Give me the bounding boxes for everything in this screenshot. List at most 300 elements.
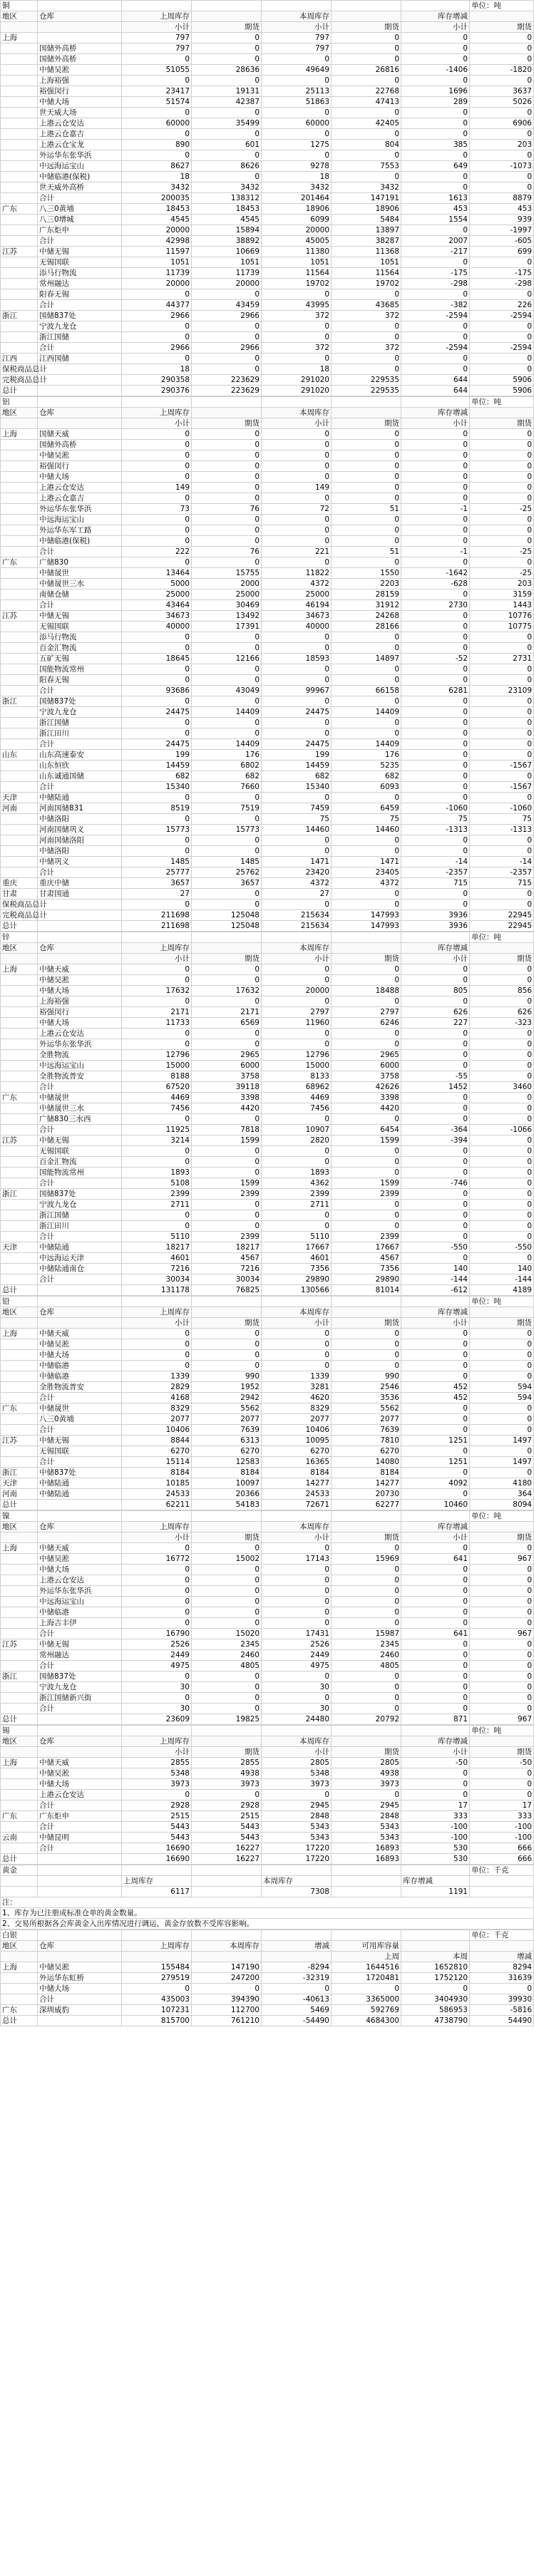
table-row-cell: 0 xyxy=(122,289,192,300)
table-row-cell xyxy=(1,97,38,108)
table-row xyxy=(1,364,534,375)
table-row-cell: 0 xyxy=(122,461,192,472)
table-row-cell xyxy=(1,547,38,557)
table-row-cell: 0 xyxy=(192,472,262,483)
table-row xyxy=(1,300,534,311)
table-row-cell: 3398 xyxy=(332,1093,401,1103)
table-row-cell xyxy=(1,867,38,878)
table-row-cell: 51 xyxy=(332,547,401,557)
table-row-cell: 2730 xyxy=(401,600,470,611)
table-row xyxy=(1,54,534,65)
table-row-cell: 7216 xyxy=(192,1264,262,1274)
table-row-cell: 广东 xyxy=(1,204,38,215)
table-row-cell: 452 xyxy=(401,1393,470,1403)
table-row-cell: 20792 xyxy=(332,1714,401,1725)
section-table xyxy=(0,1296,534,1510)
table-row-cell: 5443 xyxy=(122,1833,192,1843)
table-row-cell: 河南国储831 xyxy=(38,803,122,814)
table-row-cell: 中储无锡 xyxy=(38,1135,122,1146)
table-row-cell: 0 xyxy=(401,632,470,643)
gold-value-cell xyxy=(470,1887,534,1897)
table-row-cell: 0 xyxy=(192,643,262,654)
table-row-cell: 中储陆通 xyxy=(38,793,122,803)
table-row-cell: 中储晟世 xyxy=(38,568,122,579)
table-row-cell xyxy=(1,193,38,204)
table-row-cell: 25000 xyxy=(262,589,332,600)
table-row-cell: 0 xyxy=(470,429,534,440)
subheader-row-cell: 期货 xyxy=(332,954,401,964)
table-row-cell: 40000 xyxy=(262,622,332,632)
table-row xyxy=(1,1285,534,1296)
table-row-cell: 23609 xyxy=(122,1714,192,1725)
table-row-cell: 0 xyxy=(470,557,534,568)
table-row xyxy=(1,579,534,589)
table-row-cell: 0 xyxy=(401,1425,470,1436)
table-row-cell xyxy=(1,1597,38,1607)
table-row-cell: 八三0增城 xyxy=(38,215,122,225)
table-row-cell: 山东恒欣 xyxy=(38,761,122,771)
table-row-cell: 1275 xyxy=(262,140,332,150)
header-row-cell: 上周库存 xyxy=(122,408,192,418)
table-row xyxy=(1,1146,534,1157)
table-row xyxy=(1,589,534,600)
header-row-cell xyxy=(192,943,262,954)
table-row-cell: 浙江 xyxy=(1,1189,38,1200)
table-row-cell: 967 xyxy=(470,1554,534,1565)
table-row-cell: 19825 xyxy=(192,1714,262,1725)
unit-label: 单位：吨 xyxy=(470,932,534,943)
table-row-cell: 中储大场 xyxy=(38,1779,122,1790)
table-row-cell: 223629 xyxy=(192,375,262,386)
table-row-cell: 0 xyxy=(470,515,534,525)
table-row-cell: 0 xyxy=(192,450,262,461)
table-row-cell: -394 xyxy=(401,1135,470,1146)
table-row-cell xyxy=(1,1361,38,1371)
table-row xyxy=(1,236,534,247)
table-row-cell: 815700 xyxy=(122,2016,192,2026)
table-row-cell: 0 xyxy=(192,889,262,900)
table-row-cell: 5343 xyxy=(332,1833,401,1843)
table-row xyxy=(1,921,534,932)
subheader-row-cell: 小计 xyxy=(262,1532,332,1543)
table-row-cell: 1599 xyxy=(192,1135,262,1146)
table-row-cell xyxy=(1,289,38,300)
table-row-cell: 25777 xyxy=(122,867,192,878)
subheader-row-cell xyxy=(1,418,38,429)
table-row-cell: 0 xyxy=(332,461,401,472)
table-row-cell: 宁波九龙仓 xyxy=(38,321,122,332)
subheader-row-cell: 期货 xyxy=(332,418,401,429)
header-row-cell: 地区 xyxy=(1,1307,38,1318)
table-row-cell xyxy=(38,386,122,396)
table-row-cell: 20000 xyxy=(192,279,262,289)
blank-cell xyxy=(38,1930,122,1941)
table-row-cell: 中储临港 xyxy=(38,1361,122,1371)
blank-cell xyxy=(38,1865,122,1876)
table-row-cell: 外运华东张华浜 xyxy=(38,1039,122,1050)
blank-cell xyxy=(262,1865,332,1876)
table-row-cell: 51863 xyxy=(262,97,332,108)
table-row xyxy=(1,739,534,750)
table-row-cell: 中储天威 xyxy=(38,1543,122,1554)
table-row-cell: 0 xyxy=(470,718,534,728)
unit-label: 单位：吨 xyxy=(470,1,534,11)
table-row-cell: 0 xyxy=(122,1339,192,1350)
header-row-cell xyxy=(332,1736,401,1747)
table-row-cell: 0 xyxy=(192,76,262,86)
table-row-cell: 0 xyxy=(262,1329,332,1339)
table-row-cell: -1066 xyxy=(470,1125,534,1135)
header-row-cell xyxy=(192,1736,262,1747)
table-row-cell: 总计 xyxy=(1,386,38,396)
table-row-cell: 0 xyxy=(122,1597,192,1607)
table-row-cell: 0 xyxy=(332,172,401,182)
table-row-cell: 合计 xyxy=(38,739,122,750)
table-row-cell: 10406 xyxy=(122,1425,192,1436)
table-row-cell: 河南 xyxy=(1,1489,38,1500)
table-row-cell: 5343 xyxy=(262,1822,332,1833)
table-row-cell: 6246 xyxy=(332,1018,401,1029)
table-row-cell: 0 xyxy=(401,1468,470,1478)
table-row-cell: 6802 xyxy=(192,761,262,771)
table-row-cell xyxy=(1,568,38,579)
header-row-cell xyxy=(470,11,534,22)
table-row-cell: 天津 xyxy=(1,1242,38,1253)
table-row-cell: 31639 xyxy=(470,1973,534,1984)
blank-cell xyxy=(122,1297,192,1307)
table-row-cell: 42405 xyxy=(332,118,401,129)
table-row-cell: 广储830三水西 xyxy=(38,1114,122,1125)
table-row-cell: 0 xyxy=(262,1618,332,1629)
table-row-cell: 641 xyxy=(401,1629,470,1639)
table-row-cell: 4420 xyxy=(192,1103,262,1114)
table-row-cell xyxy=(1,321,38,332)
table-row-cell: 289 xyxy=(401,97,470,108)
table-row-cell xyxy=(38,1714,122,1725)
subheader-row xyxy=(1,22,534,33)
table-row-cell xyxy=(1,1393,38,1403)
table-row xyxy=(1,1714,534,1725)
table-row-cell: 0 xyxy=(192,835,262,846)
table-row-cell: 0 xyxy=(401,761,470,771)
table-row xyxy=(1,440,534,450)
header-row-cell xyxy=(470,1307,534,1318)
table-row-cell: 0 xyxy=(332,835,401,846)
table-row-cell: 2399 xyxy=(332,1189,401,1200)
table-row-cell: 8879 xyxy=(470,193,534,204)
table-row-cell: 6099 xyxy=(262,215,332,225)
table-row-cell: 226 xyxy=(470,300,534,311)
table-row-cell: 0 xyxy=(470,1114,534,1125)
table-row-cell: 0 xyxy=(122,1039,192,1050)
table-row-cell: -323 xyxy=(470,1018,534,1029)
table-row-cell: 0 xyxy=(332,664,401,675)
table-row xyxy=(1,76,534,86)
subheader-row-cell: 小计 xyxy=(401,1318,470,1329)
section-table xyxy=(0,932,534,1296)
table-row-cell: 203 xyxy=(470,140,534,150)
table-row-cell: 0 xyxy=(332,450,401,461)
table-row-cell: 1339 xyxy=(122,1371,192,1382)
table-row-cell: 0 xyxy=(470,1704,534,1714)
table-row-cell: 0 xyxy=(262,793,332,803)
table-row-cell xyxy=(1,172,38,182)
table-row-cell: 10460 xyxy=(401,1500,470,1510)
table-row-cell: 0 xyxy=(470,1200,534,1210)
table-row-cell: 6270 xyxy=(262,1446,332,1457)
table-row-cell: 上海 xyxy=(1,1543,38,1554)
table-row-cell: 0 xyxy=(332,43,401,54)
table-row-cell: 0 xyxy=(192,675,262,686)
table-row-cell: 全胜物流普安 xyxy=(38,1071,122,1082)
table-row-cell xyxy=(1,589,38,600)
table-row-cell: 天津 xyxy=(1,793,38,803)
table-row-cell: 0 xyxy=(192,718,262,728)
table-row-cell: 3281 xyxy=(262,1382,332,1393)
header-row-cell xyxy=(192,1522,262,1532)
table-row-cell xyxy=(1,1768,38,1779)
table-row-cell: 0 xyxy=(192,1671,262,1682)
subheader-row-cell: 期货 xyxy=(470,954,534,964)
table-row-cell xyxy=(38,364,122,375)
table-row-cell: 0 xyxy=(122,1329,192,1339)
table-row-cell xyxy=(1,1050,38,1061)
table-row-cell: 江西国储 xyxy=(38,354,122,364)
table-row-cell: 0 xyxy=(401,664,470,675)
table-row-cell: -50 xyxy=(401,1758,470,1768)
table-row-cell: 2399 xyxy=(332,1232,401,1242)
table-row-cell: 中储吴淞 xyxy=(38,1768,122,1779)
table-row-cell: 0 xyxy=(122,1607,192,1618)
subheader-row-cell xyxy=(38,1747,122,1758)
table-row xyxy=(1,1478,534,1489)
unit-label: 单位：千克 xyxy=(470,1865,534,1876)
table-row-cell: 0 xyxy=(401,172,470,182)
table-row-cell: 333 xyxy=(401,1811,470,1822)
table-row-cell: 76 xyxy=(192,547,262,557)
blank-cell xyxy=(122,397,192,408)
table-row-cell: 0 xyxy=(470,1575,534,1586)
table-row-cell: 201464 xyxy=(262,193,332,204)
table-row-cell: 合计 xyxy=(38,1661,122,1671)
table-row-cell: 0 xyxy=(401,1446,470,1457)
table-row-cell: 0 xyxy=(262,1221,332,1232)
subheader-row-cell xyxy=(1,954,38,964)
note-line: 1、库存为已注册成标准仓单的黄金数量。 xyxy=(1,1908,534,1919)
table-row-cell: 4805 xyxy=(192,1661,262,1671)
table-row xyxy=(1,386,534,396)
table-row-cell: 66158 xyxy=(332,686,401,696)
subheader-row-cell: 期货 xyxy=(470,418,534,429)
blank-cell xyxy=(262,1297,332,1307)
table-row-cell: 0 xyxy=(192,129,262,140)
table-row-cell: 0 xyxy=(401,964,470,975)
table-row-cell: 5348 xyxy=(262,1768,332,1779)
table-row xyxy=(1,1350,534,1361)
table-row-cell: 199 xyxy=(262,750,332,761)
table-row-cell: 14459 xyxy=(262,761,332,771)
table-row-cell: 阳春无锡 xyxy=(38,675,122,686)
table-row-cell: 3432 xyxy=(332,182,401,193)
table-row-cell: 0 xyxy=(262,846,332,857)
table-row-cell: -54490 xyxy=(262,2016,332,2026)
table-row-cell: 0 xyxy=(262,1339,332,1350)
table-row-cell: 5110 xyxy=(122,1232,192,1242)
table-row-cell: 1893 xyxy=(122,1168,192,1178)
table-row xyxy=(1,1618,534,1629)
table-row-cell: 0 xyxy=(122,1575,192,1586)
table-row-cell: 中储晟世三水 xyxy=(38,1103,122,1114)
table-row-cell: 外运华东张华浜 xyxy=(38,1586,122,1597)
table-row-cell: 42387 xyxy=(192,97,262,108)
notes-row xyxy=(1,1897,534,1908)
table-row-cell: 0 xyxy=(332,557,401,568)
header-row-cell: 本周库存 xyxy=(262,1307,332,1318)
table-row-cell: 76825 xyxy=(192,1285,262,1296)
header-row-cell: 地区 xyxy=(1,943,38,954)
table-row-cell: 176 xyxy=(192,750,262,761)
section-title-row xyxy=(1,932,534,943)
table-row-cell: 0 xyxy=(192,108,262,118)
table-row-cell: 0 xyxy=(470,54,534,65)
table-row-cell: 0 xyxy=(332,1618,401,1629)
table-row-cell: 0 xyxy=(470,889,534,900)
table-row-cell: 3637 xyxy=(470,86,534,97)
table-row xyxy=(1,1232,534,1242)
table-row-cell: 15340 xyxy=(262,782,332,793)
table-row-cell: 4469 xyxy=(122,1093,192,1103)
table-row-cell: 外运华东张华浜 xyxy=(38,504,122,515)
table-row xyxy=(1,1811,534,1822)
table-row-cell: 0 xyxy=(262,76,332,86)
table-row-cell: 0 xyxy=(192,632,262,643)
table-row-cell: 0 xyxy=(470,1671,534,1682)
table-row-cell: 0 xyxy=(401,1575,470,1586)
table-row-cell: 23405 xyxy=(332,867,401,878)
table-row-cell: 2399 xyxy=(192,1189,262,1200)
table-row-cell: 0 xyxy=(401,1543,470,1554)
table-row xyxy=(1,225,534,236)
table-row xyxy=(1,536,534,547)
table-row-cell xyxy=(1,664,38,675)
table-row-cell: 1893 xyxy=(262,1168,332,1178)
table-row-cell: 0 xyxy=(262,1607,332,1618)
subheader-row-cell: 期货 xyxy=(192,954,262,964)
table-row-cell: 797 xyxy=(262,33,332,43)
table-row-cell: 6281 xyxy=(401,686,470,696)
blank-cell xyxy=(332,1511,401,1522)
table-row-cell: 中储无锡 xyxy=(38,611,122,622)
table-row-cell: 125048 xyxy=(192,921,262,932)
blank-cell xyxy=(401,1865,470,1876)
table-row-cell: 2399 xyxy=(262,1189,332,1200)
table-row-cell xyxy=(1,1607,38,1618)
table-row-cell: 2460 xyxy=(192,1650,262,1661)
table-row-cell: 17 xyxy=(401,1800,470,1811)
table-row-cell: 15987 xyxy=(332,1629,401,1639)
table-row-cell: 国储837处 xyxy=(38,1671,122,1682)
table-row xyxy=(1,429,534,440)
table-row-cell: 中储天威 xyxy=(38,964,122,975)
table-row-cell: 中储吴淞 xyxy=(38,65,122,76)
table-row-cell: 0 xyxy=(401,1650,470,1661)
table-row-cell: 0 xyxy=(262,332,332,343)
table-row xyxy=(1,707,534,718)
table-row-cell: 3973 xyxy=(262,1779,332,1790)
table-row-cell xyxy=(1,1822,38,1833)
table-row-cell: 0 xyxy=(401,793,470,803)
header-row-cell xyxy=(332,1307,401,1318)
table-row-cell: 15773 xyxy=(122,825,192,835)
table-row xyxy=(1,964,534,975)
header-row-cell: 仓库 xyxy=(38,1941,122,1952)
table-row xyxy=(1,118,534,129)
table-row-cell xyxy=(1,1843,38,1854)
table-row-cell: 0 xyxy=(401,1200,470,1210)
table-row xyxy=(1,782,534,793)
table-row-cell: 0 xyxy=(401,1639,470,1650)
table-row-cell: 18 xyxy=(262,364,332,375)
table-row-cell: 0 xyxy=(470,472,534,483)
table-row-cell: 0 xyxy=(470,321,534,332)
table-row-cell: 0 xyxy=(332,900,401,910)
table-row-cell: 0 xyxy=(470,483,534,493)
table-row-cell: 2797 xyxy=(262,1007,332,1018)
table-row xyxy=(1,1543,534,1554)
table-row-cell: 99967 xyxy=(262,686,332,696)
table-row-cell: 291020 xyxy=(262,386,332,396)
table-row-cell: 0 xyxy=(192,1168,262,1178)
table-row-cell: 31912 xyxy=(332,600,401,611)
table-row-cell: 中储无锡 xyxy=(38,1639,122,1650)
blank-cell xyxy=(401,1,470,11)
table-row-cell: 0 xyxy=(262,108,332,118)
table-row-cell xyxy=(1,332,38,343)
table-row-cell: 641 xyxy=(401,1554,470,1565)
table-row-cell: 0 xyxy=(332,129,401,140)
table-row-cell: 广东 xyxy=(1,1093,38,1103)
table-row-cell: 11380 xyxy=(262,247,332,257)
subheader-row-cell: 小计 xyxy=(262,418,332,429)
table-row-cell: 2942 xyxy=(192,1393,262,1403)
table-row-cell: 4975 xyxy=(122,1661,192,1671)
table-row-cell: 4372 xyxy=(332,878,401,889)
subheader-row-cell: 期货 xyxy=(192,1747,262,1758)
table-row-cell: 0 xyxy=(470,525,534,536)
table-row-cell: 南储仓储 xyxy=(38,589,122,600)
gold-header-cell xyxy=(192,1876,262,1887)
table-row xyxy=(1,557,534,568)
blank-cell xyxy=(262,1930,332,1941)
table-row xyxy=(1,43,534,54)
table-row-cell: -1567 xyxy=(470,782,534,793)
table-row-cell: 5443 xyxy=(122,1822,192,1833)
table-row-cell: 5443 xyxy=(192,1822,262,1833)
table-row-cell: 国储外高桥 xyxy=(38,43,122,54)
table-row-cell: -1060 xyxy=(401,803,470,814)
table-row-cell: 147993 xyxy=(332,921,401,932)
table-row-cell: 0 xyxy=(192,1607,262,1618)
blank-cell xyxy=(401,932,470,943)
table-row-cell: 10669 xyxy=(192,247,262,257)
table-row-cell xyxy=(1,54,38,65)
table-row-cell: 0 xyxy=(122,696,192,707)
table-row-cell: 16690 xyxy=(122,1843,192,1854)
table-row-cell: 39930 xyxy=(470,1994,534,2005)
table-row-cell: -8294 xyxy=(262,1962,332,1973)
table-row-cell xyxy=(1,1554,38,1565)
table-row-cell xyxy=(1,632,38,643)
